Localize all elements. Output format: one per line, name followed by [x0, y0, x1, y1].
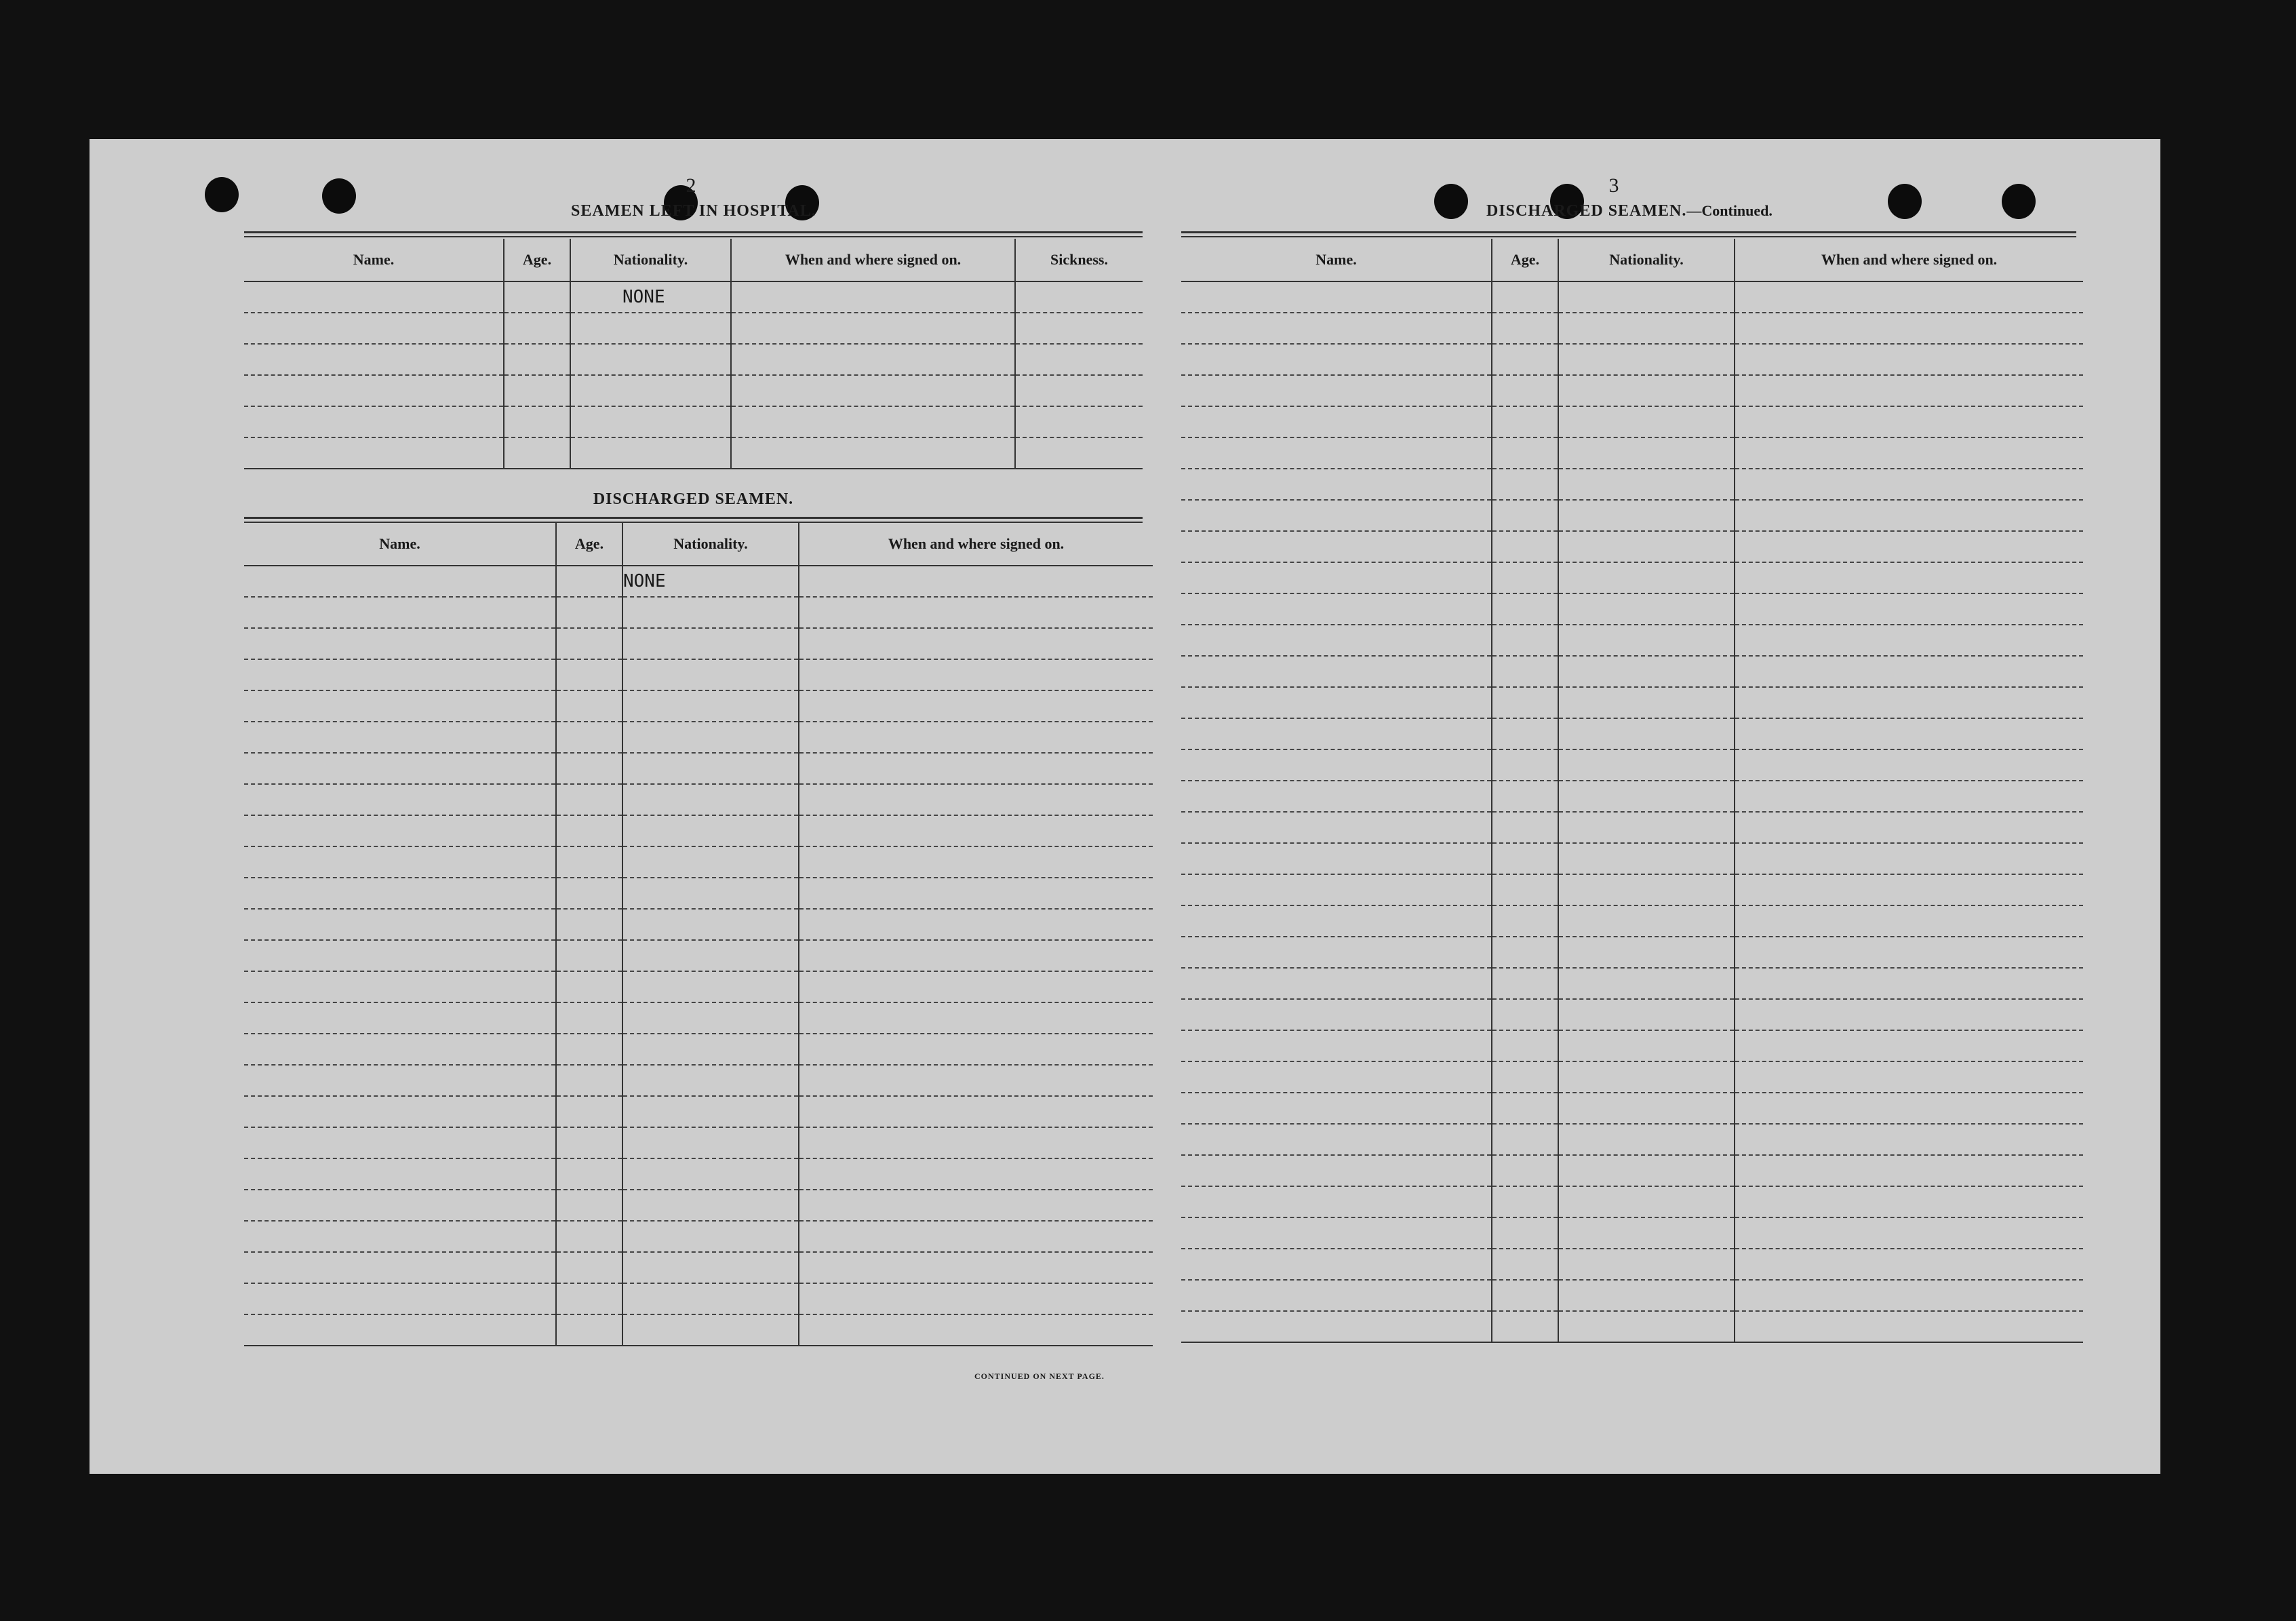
- title-rule: [1181, 231, 2076, 233]
- table-row: [1181, 968, 2083, 999]
- table-row: [1181, 562, 2083, 593]
- table-row: [1181, 687, 2083, 718]
- column-header-nationality: Nationality.: [570, 239, 731, 281]
- table-row: [244, 313, 1143, 344]
- section-rule: [244, 517, 1143, 519]
- table-row: [244, 815, 1153, 846]
- table-row: [1181, 937, 2083, 968]
- table-row: [1181, 1217, 2083, 1249]
- table-row: [244, 690, 1153, 722]
- column-header-sickness: Sickness.: [1015, 239, 1143, 281]
- column-header-name: Name.: [244, 523, 556, 566]
- table-row: [244, 566, 1153, 597]
- table-row: [1181, 281, 2083, 313]
- title-rule: [244, 231, 1143, 233]
- table-row: [1181, 625, 2083, 656]
- column-header-nationality: Nationality.: [1558, 239, 1735, 281]
- nationality-cell: NONE: [622, 566, 799, 597]
- table-row: [1181, 593, 2083, 625]
- punch-hole: [1434, 184, 1468, 219]
- hospital-section-title: SEAMEN LEFT IN HOSPITAL.: [571, 202, 816, 220]
- column-header-name: Name.: [244, 239, 504, 281]
- column-header-age: Age.: [504, 239, 570, 281]
- table-row: [1181, 1061, 2083, 1093]
- title-main: DISCHARGED SEAMEN.: [1486, 202, 1687, 220]
- table-row: [244, 1065, 1153, 1096]
- table-row: [244, 1221, 1153, 1252]
- table-row: [244, 344, 1143, 375]
- table-row: [1181, 812, 2083, 843]
- table-row: [244, 437, 1143, 469]
- table-row: [244, 597, 1153, 628]
- column-header-nationality: Nationality.: [622, 523, 799, 566]
- continued-note: CONTINUED ON NEXT PAGE.: [974, 1371, 1105, 1381]
- discharged-continued-table: [1181, 239, 2083, 1343]
- table-row: [1181, 500, 2083, 531]
- table-row: [244, 722, 1153, 753]
- punch-hole: [322, 178, 356, 214]
- discharged-table: [244, 523, 1153, 1346]
- table-row: [244, 1158, 1153, 1190]
- page-number: 3: [1608, 174, 1619, 197]
- table-row: [244, 1034, 1153, 1065]
- table-row: [1181, 313, 2083, 344]
- page-number: 2: [686, 174, 696, 197]
- table-row: [1181, 781, 2083, 812]
- hospital-table: [244, 239, 1143, 469]
- table-row: [244, 1283, 1153, 1314]
- table-row: [1181, 843, 2083, 874]
- table-row: [244, 281, 1143, 313]
- table-row: [1181, 375, 2083, 406]
- table-row: [1181, 344, 2083, 375]
- table-row: [244, 1252, 1153, 1283]
- table-row: [1181, 656, 2083, 687]
- column-header-name: Name.: [1181, 239, 1492, 281]
- column-header-signed-on: When and where signed on.: [1735, 239, 2083, 281]
- table-row: [1181, 406, 2083, 437]
- table-row: [244, 784, 1153, 815]
- table-row: [1181, 1280, 2083, 1311]
- title-suffix: —Continued.: [1686, 202, 1773, 219]
- punch-hole: [2002, 184, 2036, 219]
- table-row: [1181, 1030, 2083, 1061]
- table-row: [244, 628, 1153, 659]
- table-row: [1181, 531, 2083, 562]
- table-row: [244, 971, 1153, 1002]
- table-row: [244, 909, 1153, 940]
- table-row: [1181, 469, 2083, 500]
- discharged-section-title: DISCHARGED SEAMEN.: [593, 490, 794, 508]
- column-header-age: Age.: [556, 523, 622, 566]
- table-row: [1181, 999, 2083, 1030]
- table-row: [1181, 1124, 2083, 1155]
- table-row: [244, 846, 1153, 878]
- punch-hole: [1888, 184, 1922, 219]
- table-row: [1181, 1311, 2083, 1342]
- table-row: [244, 1002, 1153, 1034]
- table-row: [244, 1190, 1153, 1221]
- table-row: [244, 1127, 1153, 1158]
- table-row: [1181, 437, 2083, 469]
- table-row: [244, 1314, 1153, 1346]
- table-row: [1181, 905, 2083, 937]
- table-row: [244, 1096, 1153, 1127]
- column-header-age: Age.: [1492, 239, 1558, 281]
- table-row: [1181, 1093, 2083, 1124]
- record-sheet: [90, 139, 2160, 1474]
- table-row: [1181, 718, 2083, 749]
- table-row: [244, 375, 1143, 406]
- table-row: [1181, 1249, 2083, 1280]
- table-row: [1181, 1186, 2083, 1217]
- column-header-signed-on: When and where signed on.: [731, 239, 1015, 281]
- table-row: [244, 406, 1143, 437]
- table-row: [244, 753, 1153, 784]
- table-row: [1181, 749, 2083, 781]
- table-row: [1181, 1155, 2083, 1186]
- discharged-continued-title: [1486, 202, 1773, 220]
- punch-hole: [205, 177, 239, 212]
- table-row: [244, 940, 1153, 971]
- table-row: [1181, 874, 2083, 905]
- table-row: [244, 659, 1153, 690]
- column-header-signed-on: When and where signed on.: [799, 523, 1153, 566]
- table-row: [244, 878, 1153, 909]
- nationality-cell: NONE: [570, 281, 731, 313]
